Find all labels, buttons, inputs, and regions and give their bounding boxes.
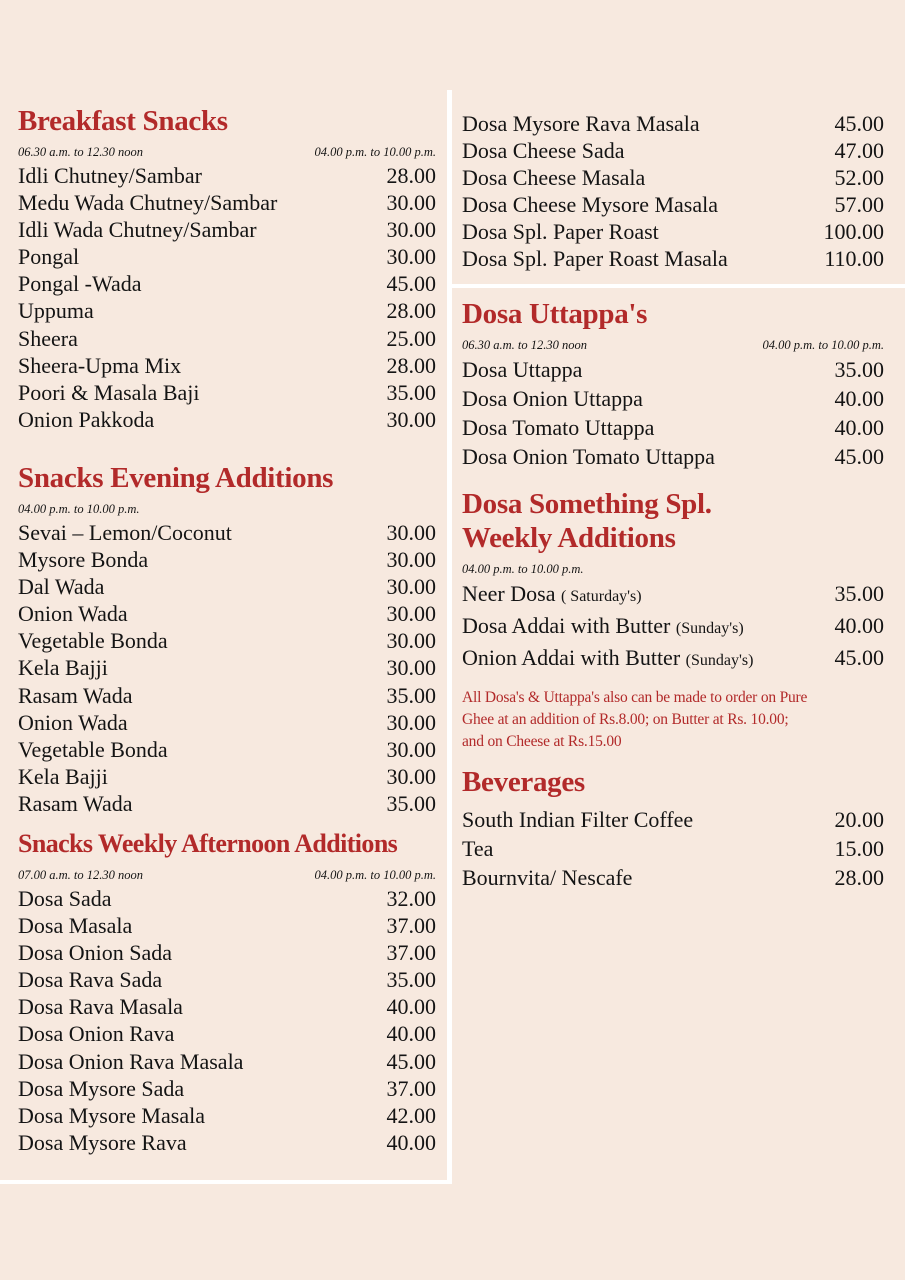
item-name: Pongal	[18, 244, 80, 270]
item-name-group	[462, 643, 753, 675]
time-right: 04.00 p.m. to 10.00 p.m.	[314, 145, 436, 159]
dosa-uttappa-section	[462, 297, 884, 471]
item-name: Dosa Onion Sada	[18, 940, 172, 966]
item-price: 25.00	[386, 325, 436, 351]
footnote-line-3: and on Cheese at Rs.15.00	[462, 732, 622, 750]
item-price: 57.00	[834, 192, 884, 218]
menu-item	[18, 352, 436, 379]
item-price: 35.00	[386, 790, 436, 816]
item-price: 30.00	[386, 217, 436, 243]
menu-item	[18, 600, 436, 627]
item-name: Dosa Mysore Masala	[18, 1102, 205, 1128]
item-price: 100.00	[823, 219, 884, 245]
item-price: 45.00	[834, 443, 884, 469]
item-price: 45.00	[834, 644, 884, 670]
heading-line-2: Weekly Additions	[462, 521, 676, 554]
section-heading: Snacks Weekly Afternoon Additions	[18, 828, 398, 858]
menu-item	[18, 1020, 436, 1047]
item-list	[462, 110, 884, 273]
time-left: 04.00 p.m. to 10.00 p.m.	[462, 561, 584, 576]
item-list	[18, 885, 436, 1156]
item-price: 40.00	[386, 994, 436, 1020]
serving-times	[462, 337, 884, 353]
item-name: Vegetable Bonda	[18, 736, 168, 762]
item-name: Uppuma	[18, 298, 94, 324]
item-name: Dosa Onion Rava Masala	[18, 1048, 244, 1074]
item-name: Bournvita/ Nescafe	[462, 864, 633, 890]
item-price: 37.00	[386, 1075, 436, 1101]
item-name: Dosa Cheese Sada	[462, 138, 625, 164]
menu-item	[462, 834, 884, 863]
item-price: 15.00	[834, 835, 884, 861]
item-price: 45.00	[386, 1048, 436, 1074]
menu-item	[462, 110, 884, 137]
menu-item	[462, 137, 884, 164]
section-heading: Breakfast Snacks	[18, 105, 228, 137]
item-name: Medu Wada Chutney/Sambar	[18, 190, 278, 216]
item-price: 30.00	[386, 190, 436, 216]
item-name: Onion Addai with Butter	[462, 644, 681, 670]
menu-item	[18, 736, 436, 763]
menu-item	[18, 939, 436, 966]
item-name: Pongal -Wada	[18, 271, 142, 297]
item-price: 28.00	[834, 864, 884, 890]
item-name: Sevai – Lemon/Coconut	[18, 519, 232, 545]
item-price: 20.00	[834, 806, 884, 832]
item-name: Dosa Spl. Paper Roast	[462, 219, 659, 245]
item-name: Dosa Tomato Uttappa	[462, 414, 655, 440]
item-name: Kela Bajji	[18, 655, 108, 681]
item-list	[18, 519, 436, 817]
menu-item	[18, 297, 436, 324]
menu-item	[462, 245, 884, 272]
section-heading	[462, 487, 884, 555]
item-name: South Indian Filter Coffee	[462, 806, 694, 832]
item-price: 30.00	[386, 763, 436, 789]
item-note: (Sunday's)	[685, 651, 754, 669]
menu-item	[18, 709, 436, 736]
item-list	[462, 805, 884, 892]
item-name: Dosa Spl. Paper Roast Masala	[462, 246, 728, 272]
menu-item	[462, 611, 884, 643]
item-name: Dosa Onion Uttappa	[462, 385, 643, 411]
menu-item	[18, 1075, 436, 1102]
menu-item	[18, 519, 436, 546]
item-price: 42.00	[386, 1102, 436, 1128]
time-left: 04.00 p.m. to 10.00 p.m.	[18, 501, 140, 516]
item-name: Sheera-Upma Mix	[18, 352, 182, 378]
time-left: 06.30 a.m. to 12.30 noon	[462, 337, 587, 352]
item-price: 40.00	[834, 414, 884, 440]
menu-item	[462, 384, 884, 413]
item-name: Idli Wada Chutney/Sambar	[18, 217, 257, 243]
menu-item	[18, 243, 436, 270]
menu-item	[18, 325, 436, 352]
item-name: Rasam Wada	[18, 682, 133, 708]
item-price: 35.00	[386, 379, 436, 405]
item-name: Poori & Masala Baji	[18, 379, 200, 405]
item-price: 32.00	[386, 885, 436, 911]
item-name: Dosa Mysore Rava	[18, 1129, 187, 1155]
item-name: Dal Wada	[18, 574, 105, 600]
serving-times	[462, 561, 884, 577]
item-price: 30.00	[386, 736, 436, 762]
item-list	[462, 579, 884, 675]
time-right: 04.00 p.m. to 10.00 p.m.	[762, 337, 884, 352]
footnote-line-2: Ghee at an addition of Rs.8.00; on Butter at Rs. 10.00;	[462, 710, 789, 728]
dosa-continued-section	[462, 110, 884, 273]
item-price: 35.00	[834, 580, 884, 606]
footnote-line-1: All Dosa's & Uttappa's also can be made to order on Pure	[462, 688, 808, 706]
menu-item	[462, 218, 884, 245]
footnote	[462, 687, 884, 753]
item-name: Dosa Rava Sada	[18, 967, 163, 993]
item-price: 110.00	[824, 246, 884, 272]
snacks-afternoon-section	[18, 827, 436, 1156]
menu-item	[18, 790, 436, 817]
item-price: 30.00	[386, 574, 436, 600]
item-price: 28.00	[386, 352, 436, 378]
left-column	[18, 104, 436, 1156]
item-name: Dosa Mysore Rava Masala	[462, 111, 700, 136]
item-name: Onion Wada	[18, 601, 128, 627]
item-name: Dosa Addai with Butter	[462, 612, 671, 638]
time-right: 04.00 p.m. to 10.00 p.m.	[314, 867, 436, 882]
menu-item	[18, 546, 436, 573]
serving-times	[18, 501, 436, 517]
item-name-group	[462, 579, 642, 611]
item-price: 28.00	[386, 298, 436, 324]
item-price: 47.00	[834, 138, 884, 164]
item-name: Dosa Sada	[18, 885, 112, 911]
item-name: Dosa Cheese Masala	[462, 165, 646, 191]
item-name: Sheera	[18, 325, 78, 351]
snacks-evening-section	[18, 461, 436, 817]
item-name: Dosa Mysore Sada	[18, 1075, 185, 1101]
item-price: 30.00	[386, 628, 436, 654]
item-price: 45.00	[386, 271, 436, 297]
item-name: Tea	[462, 835, 494, 861]
menu-item	[462, 191, 884, 218]
section-heading: Beverages	[462, 765, 585, 798]
item-price: 45.00	[834, 111, 884, 136]
section-heading: Dosa Uttappa's	[462, 297, 648, 330]
menu-item	[18, 885, 436, 912]
item-price: 40.00	[834, 612, 884, 638]
menu-item	[462, 442, 884, 471]
item-name: Dosa Masala	[18, 913, 133, 939]
menu-item	[18, 270, 436, 297]
time-left: 06.30 a.m. to 12.30 noon	[18, 145, 143, 159]
menu-item	[18, 993, 436, 1020]
item-price: 30.00	[386, 709, 436, 735]
heading-line-1: Dosa Something Spl.	[462, 487, 712, 520]
menu-item	[18, 379, 436, 406]
item-name: Rasam Wada	[18, 790, 133, 816]
menu-item	[18, 189, 436, 216]
dosa-something-section	[462, 487, 884, 753]
item-price: 30.00	[386, 519, 436, 545]
item-note: ( Saturday's)	[560, 587, 642, 605]
menu-item	[18, 406, 436, 433]
menu-item	[462, 579, 884, 611]
item-price: 40.00	[834, 385, 884, 411]
menu-item	[462, 413, 884, 442]
column-divider	[447, 90, 452, 1180]
menu-item	[18, 627, 436, 654]
item-price: 40.00	[386, 1021, 436, 1047]
item-price: 35.00	[386, 967, 436, 993]
beverages-section	[462, 765, 884, 892]
item-name: Dosa Onion Rava	[18, 1021, 175, 1047]
menu-item	[18, 573, 436, 600]
item-name: Idli Chutney/Sambar	[18, 163, 202, 188]
menu-item	[18, 966, 436, 993]
item-price: 30.00	[386, 547, 436, 573]
item-price: 30.00	[386, 406, 436, 432]
item-name: Onion Pakkoda	[18, 406, 155, 432]
menu-item	[18, 682, 436, 709]
menu-item	[18, 1048, 436, 1075]
right-column	[462, 110, 884, 892]
item-price: 40.00	[386, 1129, 436, 1155]
menu-item	[18, 912, 436, 939]
menu-item	[18, 162, 436, 189]
time-left: 07.00 a.m. to 12.30 noon	[18, 867, 143, 882]
menu-item	[18, 654, 436, 681]
menu-item	[462, 863, 884, 892]
section-heading: Snacks Evening Additions	[18, 461, 334, 494]
item-price: 28.00	[386, 163, 436, 188]
item-price: 35.00	[834, 356, 884, 382]
item-name: Neer Dosa	[462, 580, 556, 606]
serving-times	[18, 144, 436, 160]
item-name: Kela Bajji	[18, 763, 108, 789]
menu-item	[18, 1102, 436, 1129]
item-name: Mysore Bonda	[18, 547, 149, 573]
item-list	[18, 162, 436, 433]
bottom-divider	[0, 1180, 452, 1184]
breakfast-snacks-section	[18, 104, 436, 433]
item-note: (Sunday's)	[675, 619, 744, 637]
item-name: Vegetable Bonda	[18, 628, 168, 654]
item-name: Dosa Uttappa	[462, 356, 583, 382]
item-price: 30.00	[386, 601, 436, 627]
item-price: 52.00	[834, 165, 884, 191]
item-list	[462, 355, 884, 471]
menu-item	[462, 805, 884, 834]
item-price: 37.00	[386, 913, 436, 939]
item-name: Onion Wada	[18, 709, 128, 735]
item-name: Dosa Onion Tomato Uttappa	[462, 443, 715, 469]
menu-item	[18, 216, 436, 243]
item-name-group	[462, 611, 744, 643]
item-name: Dosa Cheese Mysore Masala	[462, 192, 718, 218]
item-price: 30.00	[386, 244, 436, 270]
menu-item	[18, 763, 436, 790]
serving-times	[18, 867, 436, 883]
menu-item	[462, 164, 884, 191]
item-price: 30.00	[386, 655, 436, 681]
menu-item	[462, 643, 884, 675]
item-name: Dosa Rava Masala	[18, 994, 183, 1020]
item-price: 35.00	[386, 682, 436, 708]
item-price: 37.00	[386, 940, 436, 966]
menu-item	[18, 1129, 436, 1156]
menu-item	[462, 355, 884, 384]
